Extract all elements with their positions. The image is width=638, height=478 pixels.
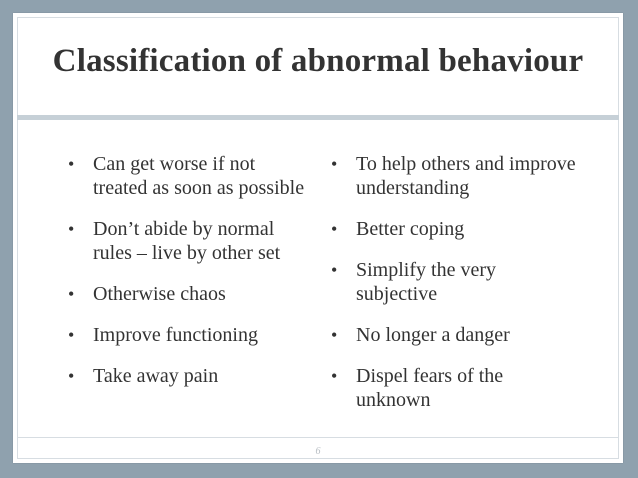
bullet-text: Dispel fears of the unknown <box>356 365 504 411</box>
bullet-icon: • <box>68 154 75 174</box>
bullet-icon: • <box>331 366 338 386</box>
list-item <box>65 282 305 306</box>
page-number: 6 <box>315 446 321 457</box>
list-item <box>65 323 305 347</box>
slide-title: Classification of abnormal behaviour <box>52 43 584 79</box>
bullet-text: Improve functioning <box>93 324 258 346</box>
bullet-text: Otherwise chaos <box>93 283 226 305</box>
left-bullet-list <box>65 152 305 405</box>
bullet-text: Take away pain <box>93 365 219 387</box>
bullet-icon: • <box>331 325 338 345</box>
slide <box>13 13 623 463</box>
list-item <box>328 364 578 412</box>
bullet-text: Simplify the very subjective <box>356 259 496 305</box>
list-item <box>65 364 305 388</box>
bullet-text: Can get worse if not treated as soon as possible <box>93 153 305 199</box>
list-item <box>328 217 578 241</box>
bullet-icon: • <box>331 219 338 239</box>
footer-divider <box>17 437 619 438</box>
list-item <box>328 258 578 306</box>
bullet-text: Don’t abide by normal rules – live by other set <box>93 218 281 264</box>
bullet-text: To help others and improve understanding <box>356 153 576 199</box>
bullet-text: No longer a danger <box>356 324 510 346</box>
title-divider <box>17 115 619 120</box>
right-bullet-list <box>328 152 578 429</box>
list-item <box>65 217 305 265</box>
list-item <box>328 152 578 200</box>
bullet-icon: • <box>68 325 75 345</box>
bullet-text: Better coping <box>356 218 465 240</box>
bullet-icon: • <box>68 284 75 304</box>
list-item <box>328 323 578 347</box>
list-item <box>65 152 305 200</box>
bullet-icon: • <box>331 260 338 280</box>
bullet-icon: • <box>331 154 338 174</box>
bullet-icon: • <box>68 366 75 386</box>
bullet-icon: • <box>68 219 75 239</box>
